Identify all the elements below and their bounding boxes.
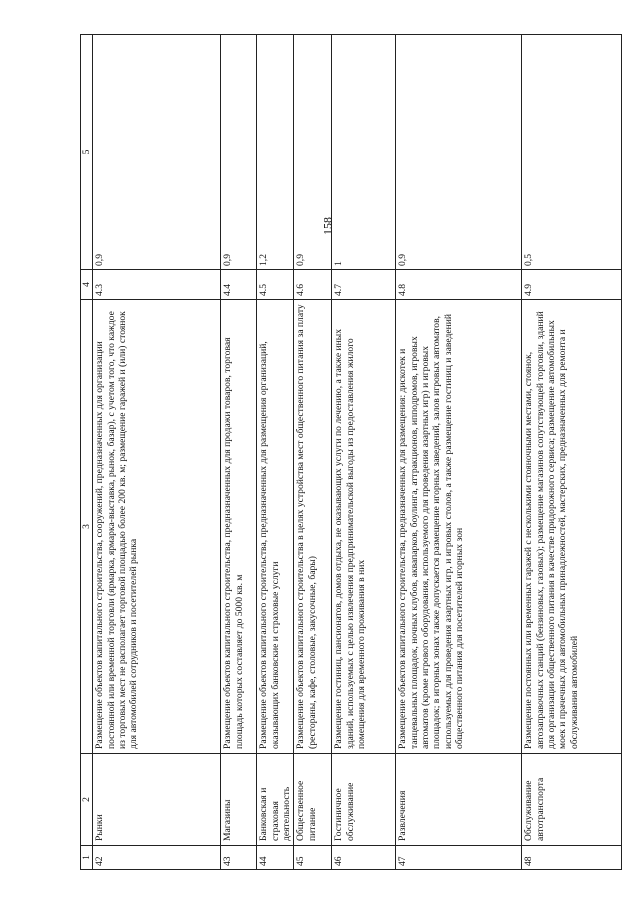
table-row (396, 35, 522, 870)
row-number: 48 (522, 846, 622, 870)
header-row (81, 35, 93, 870)
use-description: Размещение гостиниц, пансионатов, домов отдыха, не оказывающих услуги по лечению, а также иных зданий, используемых с целью извлечения предпринимательской выгоды из предоставления жилого помещения для временного проживания в них (332, 300, 396, 754)
table-row (332, 35, 396, 870)
row-number: 47 (396, 846, 522, 870)
use-code: 4.4 (221, 270, 257, 300)
coefficient: 0,9 (396, 35, 522, 270)
coefficient: 0,9 (221, 35, 257, 270)
coefficient: 1,2 (257, 35, 294, 270)
use-code: 4.9 (522, 270, 622, 300)
row-number: 42 (93, 846, 221, 870)
header-cell-2: 2 (81, 754, 93, 846)
header-cell-4: 4 (81, 270, 93, 300)
table-row (93, 35, 221, 870)
use-description: Размещение постоянных или временных гаражей с несколькими стояночными местами, стоянок, автозаправочных станций (бензиновых, газовых); размещение магазинов сопутствующей торговли, зданий для организации общественного питания в качестве придорожного сервиса; размещение автомобильных моек и прачечных для автомобильных принадлежностей, мастерских, предназначенных для ремонта и обслуживания автомобилей (522, 300, 622, 754)
use-description: Размещение объектов капитального строительства, сооружений, предназначенных для организации постоянной или временной торговли (ярмарка, ярмарка-выставка, рынок, базар), с учетом того, что каждое из торговых мест не располагает торговой площадью более 200 кв. м; размещение гаражей и (или) стоянок для автомобилей сотрудников и посетителей рынка (93, 300, 221, 754)
row-number: 46 (332, 846, 396, 870)
row-number: 44 (257, 846, 294, 870)
use-name: Рынки (93, 754, 221, 846)
use-description: Размещение объектов капитального строительства, предназначенных для размещения организаций, оказывающих банковские и страховые услуги (257, 300, 294, 754)
use-name: Общественное питание (294, 754, 332, 846)
table-row (257, 35, 294, 870)
use-name: Обслуживание автотранспорта (522, 754, 622, 846)
use-description: Размещение объектов капитального строительства в целях устройства мест общественного питания за плату (рестораны, кафе, столовые, закусочные, бары) (294, 300, 332, 754)
header-cell-5: 5 (81, 35, 93, 270)
use-name: Развлечения (396, 754, 522, 846)
header-cell-1: 1 (81, 846, 93, 870)
table-row (221, 35, 257, 870)
coefficient: 0,5 (522, 35, 622, 270)
coefficient: 0,9 (93, 35, 221, 270)
use-description: Размещение объектов капитального строительства, предназначенных для размещения: дискотек и танцевальных площадок, ночных клубов, аквапарков, боулинга, аттракционов, ипподромов, игровых автоматов (кроме игрового оборудования, используемого для проведения азартных игр) и игровых площадок; в игорных зонах также допускается размещение игорных заведений, залов игровых автоматов, используемых для проведения азартных игр, и игровых столов, а также размещение гостиниц и заведений общественного питания для посетителей игорных зон (396, 300, 522, 754)
page-number: 158 (320, 217, 335, 235)
use-code: 4.7 (332, 270, 396, 300)
use-code: 4.5 (257, 270, 294, 300)
table-row (294, 35, 332, 870)
use-description: Размещение объектов капитального строительства, предназначенных для продажи товаров, торговая площадь которых составляет до 5000 кв. м (221, 300, 257, 754)
land-use-table (80, 34, 622, 870)
use-name: Магазины (221, 754, 257, 846)
coefficient: 1 (332, 35, 396, 270)
table-row (522, 35, 622, 870)
header-cell-3: 3 (81, 300, 93, 754)
row-number: 43 (221, 846, 257, 870)
use-name: Гостиничное обслуживание (332, 754, 396, 846)
use-code: 4.6 (294, 270, 332, 300)
use-code: 4.8 (396, 270, 522, 300)
use-code: 4.3 (93, 270, 221, 300)
rotated-table-container (80, 35, 580, 870)
use-name: Банковская и страховая деятельность (257, 754, 294, 846)
coefficient: 0,9 (294, 35, 332, 270)
row-number: 45 (294, 846, 332, 870)
